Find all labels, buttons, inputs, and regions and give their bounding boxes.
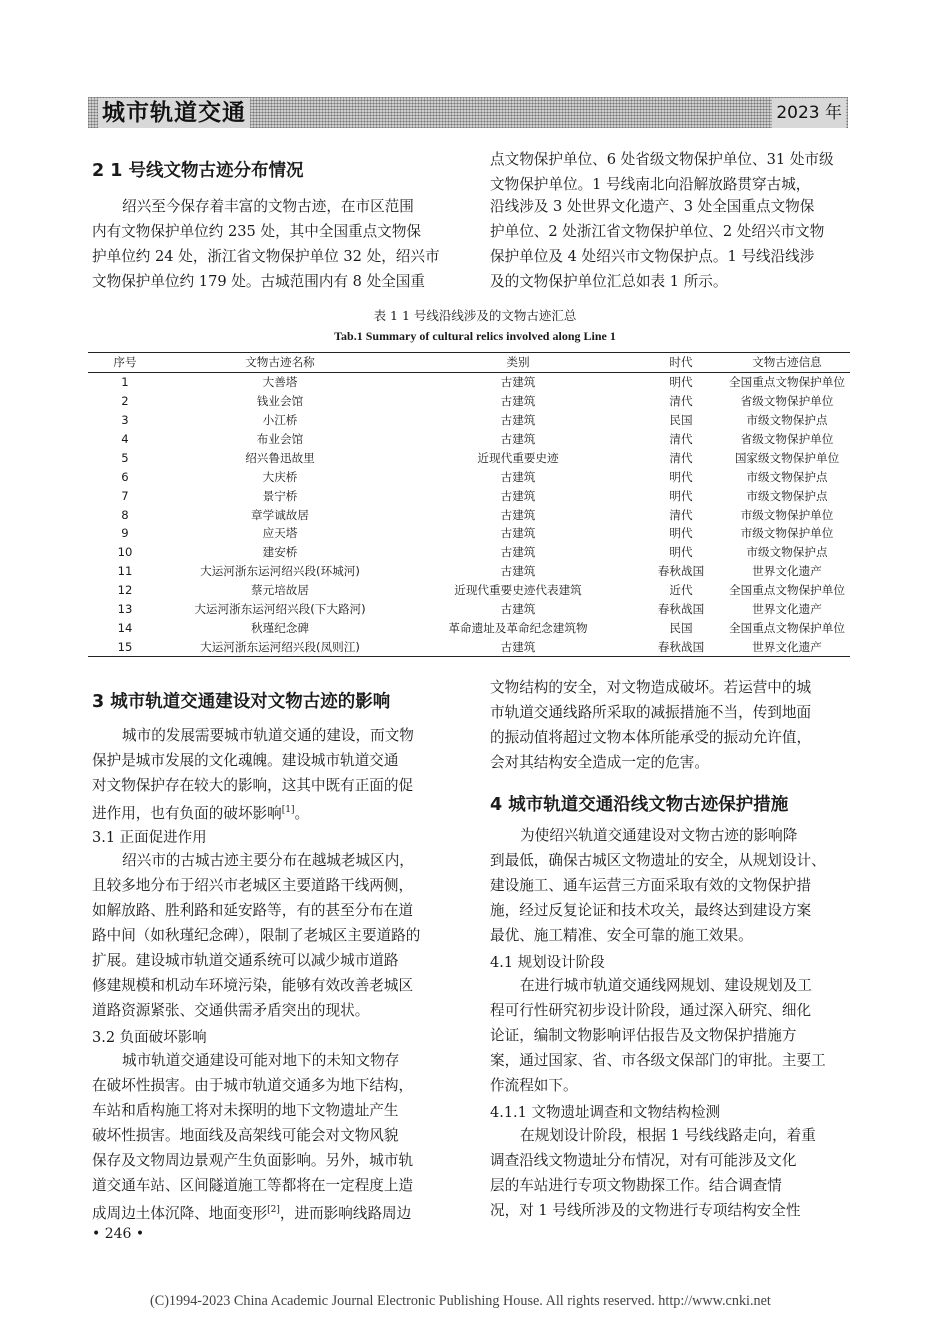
- table-row: [88, 448, 850, 467]
- cell-info: 全国重点文物保护单位: [729, 620, 845, 635]
- cell-category: 古建筑: [500, 394, 536, 409]
- paragraph-line: 建设施工、通车运营三方面采取有效的文物保护措: [490, 877, 812, 894]
- paragraph-line: 路中间（如秋瑾纪念碑），限制了老城区主要道路的: [92, 927, 421, 944]
- cell-category: 近现代重要史迹代表建筑: [454, 583, 582, 598]
- paragraph-line: 沿线涉及 3 处世界文化遗产、3 处全国重点文物保: [490, 198, 815, 215]
- cell-index: 13: [117, 602, 133, 617]
- cell-era: 明代: [669, 469, 693, 484]
- paragraph-line: 市轨道交通线路所采取的减振措施不当，传到地面: [490, 704, 812, 721]
- paragraph-line: 点文物保护单位、6 处省级文物保护单位、31 处市级: [490, 151, 834, 168]
- paragraph-line: [92, 1201, 411, 1223]
- cell-category: 古建筑: [500, 469, 536, 484]
- cell-info: 市级文物保护点: [746, 469, 828, 484]
- paragraph-line: 对文物保护存在较大的影响，这其中既有正面的促: [92, 777, 414, 794]
- paragraph-line: 案，通过国家、省、市各级文保部门的审批。主要工: [490, 1052, 826, 1069]
- subsection-4-1-heading: 4.1 规划设计阶段: [490, 955, 605, 971]
- cell-name: 大运河浙东运河绍兴段(凤则江): [200, 639, 360, 654]
- cell-index: 1: [121, 375, 129, 390]
- cell-name: 大善塔: [262, 375, 298, 390]
- cell-info: 世界文化遗产: [752, 602, 822, 617]
- copyright-footer: (C)1994-2023 China Academic Journal Electronic Publishing House. All rights reserved. http://www.cnki.net: [150, 1293, 771, 1309]
- cell-category: 古建筑: [500, 375, 536, 390]
- paragraph-line: 文物保护单位约 179 处。古城范围内有 8 处全国重: [92, 273, 425, 290]
- cell-category: 古建筑: [500, 564, 536, 579]
- paragraph-line: 城市轨道交通建设可能对地下的未知文物存: [122, 1052, 400, 1069]
- paragraph-line: 道交通车站、区间隧道施工等都将在一定程度上造: [92, 1177, 414, 1194]
- cell-index: 7: [121, 488, 129, 503]
- cell-era: 春秋战国: [657, 602, 705, 617]
- cell-category: 近现代重要史迹: [477, 450, 559, 465]
- paragraph-line: 作流程如下。: [490, 1077, 578, 1094]
- paragraph-line: 如解放路、胜利路和延安路等，有的甚至分布在道: [92, 902, 414, 919]
- table-row: [88, 562, 850, 581]
- cell-index: 11: [117, 564, 133, 579]
- section-4-heading: 4 城市轨道交通沿线文物古迹保护措施: [490, 795, 789, 815]
- cell-era: 明代: [669, 545, 693, 560]
- paragraph-line: 车站和盾构施工将对未探明的地下文物遗址产生: [92, 1102, 399, 1119]
- cell-era: 明代: [669, 375, 693, 390]
- section-2-heading: 2 1 号线文物古迹分布情况: [92, 161, 304, 181]
- cell-index: 8: [121, 507, 129, 522]
- col-header-category: 类别: [506, 355, 530, 370]
- cell-name: 小江桥: [262, 413, 298, 428]
- paragraph-line: 且较多地分布于绍兴市老城区主要道路干线两侧，: [92, 877, 414, 894]
- cell-name: 景宁桥: [262, 488, 298, 503]
- paragraph-line: 施，经过反复论证和技术攻关，最终达到建设方案: [490, 902, 812, 919]
- cell-era: 春秋战国: [657, 564, 705, 579]
- cell-index: 12: [117, 583, 133, 598]
- cell-index: 2: [121, 394, 129, 409]
- paragraph-line: 会对其结构安全造成一定的危害。: [490, 754, 709, 771]
- cell-era: 春秋战国: [657, 639, 705, 654]
- paragraph-line: 保护是城市发展的文化魂魄。建设城市轨道交通: [92, 752, 399, 769]
- line-text: 成周边土体沉降、地面变形: [92, 1204, 268, 1222]
- relics-table: [88, 352, 850, 657]
- journal-title: 城市轨道交通: [98, 98, 250, 128]
- cell-era: 明代: [669, 488, 693, 503]
- citation-ref[interactable]: [1]: [281, 805, 295, 815]
- cell-info: 市级文物保护单位: [740, 526, 834, 541]
- paragraph-line: 的振动值将超过文物本体所能承受的振动允许值，: [490, 729, 812, 746]
- table-row: [88, 637, 850, 656]
- cell-era: 民国: [669, 413, 693, 428]
- subsection-3-2-heading: 3.2 负面破坏影响: [92, 1030, 207, 1046]
- page-number: • 246 •: [92, 1226, 145, 1242]
- paragraph-line: 在规划设计阶段，根据 1 号线线路走向，着重: [520, 1127, 816, 1144]
- paragraph-line: 程可行性研究初步设计阶段，通过深入研究、细化: [490, 1002, 812, 1019]
- table-row: [88, 618, 850, 637]
- cell-info: 市级文物保护点: [746, 413, 828, 428]
- cell-era: 清代: [669, 394, 693, 409]
- cell-category: 古建筑: [500, 413, 536, 428]
- paragraph-line: 层的车站进行专项文物勘探工作。结合调查情: [490, 1177, 782, 1194]
- table-row: [88, 600, 850, 619]
- paragraph-line: 到最低，确保古城区文物遗址的安全，从规划设计、: [490, 852, 826, 869]
- paragraph-line: 内有文物保护单位约 235 处，其中全国重点文物保: [92, 223, 422, 240]
- cell-category: 古建筑: [500, 639, 536, 654]
- cell-info: 市级文物保护单位: [740, 507, 834, 522]
- subsection-4-1-1-heading: 4.1.1 文物遗址调查和文物结构检测: [490, 1105, 721, 1121]
- paragraph-line: 修建规模和机动车环境污染，能够有效改善老城区: [92, 977, 414, 994]
- cell-name: 章学诚故居: [251, 507, 309, 522]
- cell-name: 秋瑾纪念碑: [251, 620, 309, 635]
- cell-category: 古建筑: [500, 488, 536, 503]
- cell-name: 大庆桥: [262, 469, 298, 484]
- paragraph-line: 在进行城市轨道交通线网规划、建设规划及工: [520, 977, 812, 994]
- line-text: 。: [294, 804, 310, 822]
- table-caption-en: Tab.1 Summary of cultural relics involved along Line 1: [334, 329, 616, 343]
- journal-year: 2023 年: [772, 98, 846, 128]
- table-body: [88, 372, 850, 656]
- table-row: [88, 486, 850, 505]
- table-row: [88, 372, 850, 391]
- cell-era: 清代: [669, 432, 693, 446]
- paragraph-line: 道路资源紧张、交通供需矛盾突出的现状。: [92, 1002, 370, 1019]
- paragraph-line: 文物结构的安全，对文物造成破坏。若运营中的城: [490, 679, 812, 696]
- cell-info: 省级文物保护单位: [740, 394, 834, 409]
- cell-index: 10: [117, 545, 133, 560]
- cell-name: 大运河浙东运河绍兴段(环城河): [200, 564, 360, 579]
- paragraph-line: 在破坏性损害。由于城市轨道交通多为地下结构，: [92, 1077, 414, 1094]
- col-header-info: 文物古迹信息: [752, 355, 822, 370]
- cell-info: 全国重点文物保护单位: [729, 375, 845, 390]
- citation-ref[interactable]: [2]: [267, 1205, 280, 1215]
- section-3-heading: 3 城市轨道交通建设对文物古迹的影响: [92, 692, 391, 712]
- cell-name: 建安桥: [262, 545, 298, 560]
- table-row: [88, 581, 850, 600]
- cell-era: 近代: [669, 583, 693, 598]
- cell-category: 古建筑: [500, 526, 536, 541]
- cell-category: 古建筑: [500, 432, 536, 446]
- paragraph-line: 绍兴至今保存着丰富的文物古迹，在市区范围: [122, 198, 414, 215]
- cell-info: 市级文物保护点: [746, 545, 828, 560]
- cell-name: 绍兴鲁迅故里: [245, 450, 315, 465]
- cell-info: 国家级文物保护单位: [734, 450, 840, 465]
- cell-era: 清代: [669, 507, 693, 522]
- table-row: [88, 524, 850, 543]
- table-header-row: [88, 353, 850, 373]
- table-row: [88, 467, 850, 486]
- col-header-index: 序号: [113, 355, 137, 370]
- table-row: [88, 543, 850, 562]
- cell-info: 世界文化遗产: [752, 564, 822, 579]
- line-text: 进作用，也有负面的破坏影响: [92, 804, 282, 822]
- cell-name: 大运河浙东运河绍兴段(下大路河): [194, 602, 366, 617]
- table-row: [88, 392, 850, 411]
- paragraph-line: [92, 801, 309, 823]
- cell-era: 民国: [669, 620, 693, 635]
- paragraph-line: 扩展。建设城市轨道交通系统可以减少城市道路: [92, 952, 399, 969]
- cell-name: 应天塔: [262, 526, 298, 541]
- cell-info: 全国重点文物保护单位: [729, 583, 845, 598]
- cell-index: 14: [117, 620, 133, 635]
- cell-info: 世界文化遗产: [752, 639, 822, 654]
- cell-info: 省级文物保护单位: [740, 432, 834, 446]
- cell-category: 古建筑: [500, 507, 536, 522]
- cell-index: 5: [121, 450, 129, 465]
- paragraph-line: 保护单位及 4 处绍兴市文物保护点。1 号线沿线涉: [490, 248, 815, 265]
- paragraph-line: 调查沿线文物遗址分布情况，对有可能涉及文化: [490, 1152, 797, 1169]
- col-header-era: 时代: [669, 355, 693, 370]
- line-text: ，进而影响线路周边: [279, 1204, 412, 1222]
- cell-index: 4: [121, 432, 129, 446]
- paragraph-line: 论证，编制文物影响评估报告及文物保护措施方: [490, 1027, 797, 1044]
- table-caption-cn: 表 1 1 号线沿线涉及的文物古迹汇总: [373, 308, 577, 323]
- cell-info: 市级文物保护点: [746, 488, 828, 503]
- table-row: [88, 505, 850, 524]
- paragraph-line: 及的文物保护单位汇总如表 1 所示。: [490, 273, 728, 290]
- cell-category: 古建筑: [500, 602, 536, 617]
- cell-name: 蔡元培故居: [251, 583, 309, 598]
- cell-era: 明代: [669, 526, 693, 541]
- cell-era: 清代: [669, 450, 693, 465]
- subsection-3-1-heading: 3.1 正面促进作用: [92, 830, 207, 846]
- paragraph-line: 绍兴市的古城古迹主要分布在越城老城区内，: [122, 852, 414, 869]
- cell-index: 6: [121, 469, 129, 484]
- paragraph-line: 文物保护单位。1 号线南北向沿解放路贯穿古城，: [490, 176, 811, 193]
- cell-index: 15: [117, 639, 133, 654]
- paragraph-line: 护单位约 24 处，浙江省文物保护单位 32 处，绍兴市: [92, 248, 440, 265]
- paragraph-line: 破坏性损害。地面线及高架线可能会对文物风貌: [92, 1127, 399, 1144]
- paragraph-line: 最优、施工精准、安全可靠的施工效果。: [490, 927, 753, 944]
- cell-category: 古建筑: [500, 545, 536, 560]
- cell-index: 9: [121, 526, 129, 541]
- cell-name: 钱业会馆: [256, 394, 304, 409]
- paragraph-line: 保存及文物周边景观产生负面影响。另外，城市轨: [92, 1152, 414, 1169]
- col-header-name: 文物古迹名称: [245, 355, 315, 370]
- paragraph-line: 城市的发展需要城市轨道交通的建设，而文物: [122, 727, 414, 744]
- cell-category: 革命遗址及革命纪念建筑物: [448, 620, 588, 635]
- paragraph-line: 况，对 1 号线所涉及的文物进行专项结构安全性: [490, 1202, 801, 1219]
- paragraph-line: 护单位、2 处浙江省文物保护单位、2 处绍兴市文物: [490, 223, 825, 240]
- table-row: [88, 411, 850, 430]
- cell-index: 3: [121, 413, 129, 428]
- table-row: [88, 430, 850, 449]
- paragraph-line: 为使绍兴轨道交通建设对文物古迹的影响降: [520, 827, 798, 844]
- cell-name: 布业会馆: [256, 432, 304, 446]
